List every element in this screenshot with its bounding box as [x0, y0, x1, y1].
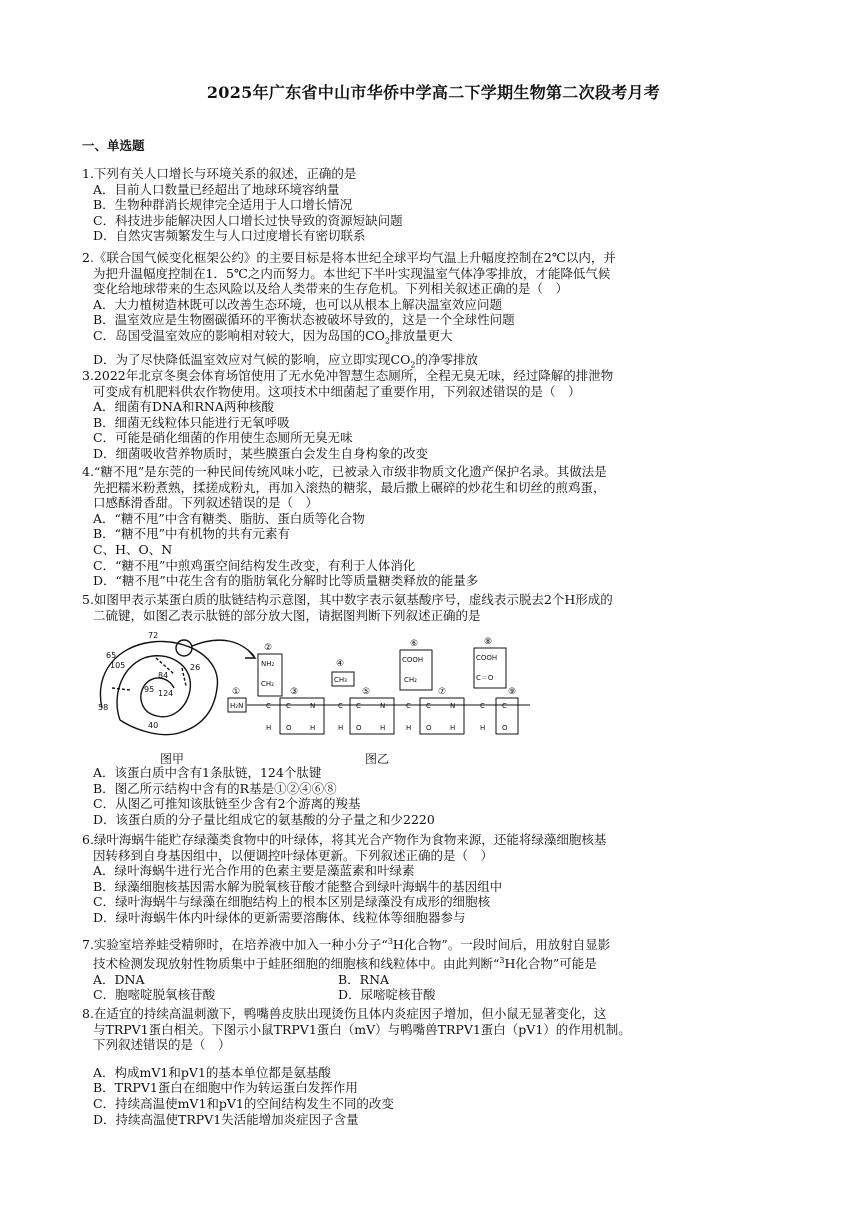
option-b: B．图乙所示结构中含有的R基是①②④⑥⑧ [93, 780, 337, 796]
r-group-label: C＝O [476, 674, 494, 682]
atom-label: C [426, 702, 431, 710]
question-stem-line: 变化给地球带来的生态风险以及给人类带来的生存危机。下列相关叙述正确的是（ ） [93, 281, 569, 297]
question-stem-line: 先把糯米粉煮熟，揉搓成粉丸，再加入滚热的糖浆，最后撒上碾碎的炒花生和切丝的煎鸡蛋， [93, 479, 606, 495]
option-a: A．构成mV1和pV1的基本单位都是氨基酸 [93, 1064, 331, 1080]
r-group-label: COOH [476, 654, 498, 662]
figure-b-caption: 图乙 [365, 752, 390, 766]
residue-number: 124 [158, 689, 174, 698]
option-b: B．绿藻细胞核基因需水解为脱氧核苷酸才能整合到绿叶海蜗牛的基因组中 [93, 878, 503, 894]
residue-number: 95 [144, 685, 155, 694]
question-5-options [82, 765, 782, 827]
option-text: C．岛国受温室效应的影响相对较大，因为岛国的CO [93, 327, 385, 343]
option-row [82, 972, 782, 988]
peptide-figure [82, 628, 642, 768]
circled-number: ④ [336, 659, 345, 669]
question-1 [82, 166, 782, 244]
option-a: A．绿叶海蜗牛进行光合作用的色素主要是藻蓝素和叶绿素 [93, 863, 415, 879]
atom-label: C [356, 702, 361, 710]
residue-number: 40 [148, 721, 159, 730]
superscript: 3 [499, 955, 505, 965]
figure-a-caption: 图甲 [160, 752, 185, 766]
circled-number: ⑤ [362, 687, 371, 697]
section-heading: 一、单选题 [82, 138, 145, 153]
atom-label: C [338, 702, 343, 710]
circled-number: ⑧ [484, 637, 493, 647]
r-group-label: CH₃ [334, 676, 347, 684]
atom-label: O [502, 724, 508, 732]
atom-label: N [380, 702, 386, 710]
atom-label: C [286, 702, 291, 710]
option-text: 排放量更大 [389, 327, 453, 343]
residue-number: 26 [190, 663, 201, 672]
question-stem-line: 下列叙述错误的是（ ） [93, 1037, 231, 1053]
atom-label: C [480, 702, 485, 710]
circled-number: ② [264, 643, 273, 653]
subscript: 2 [384, 336, 390, 346]
stem-text: H化合物”。一段时间后，用放射自显影 [392, 937, 611, 953]
option-c: C．科技进步能解决因人口增长过快导致的资源短缺问题 [93, 212, 403, 228]
option-b: B．TRPV1蛋白在细胞中作为转运蛋白发挥作用 [93, 1080, 358, 1096]
residue-number: 72 [148, 631, 159, 640]
atom-label: H [338, 724, 344, 732]
option-c: C．可能是硝化细菌的作用使生态厕所无臭无味 [93, 430, 353, 446]
circled-number: ① [232, 687, 241, 697]
question-stem-line: 因转移到自身基因组中，以便调控叶绿体更新。下列叙述正确的是（ ） [93, 847, 494, 863]
question-stem-line: 与TRPV1蛋白相关。下图示小鼠TRPV1蛋白（mV）与鸭嘴兽TRPV1蛋白（pV1）的作用机制。 [93, 1021, 631, 1037]
option-d: D．尿嘧啶核苷酸 [338, 987, 436, 1003]
option-c: C．胞嘧啶脱氧核苷酸 [93, 987, 216, 1003]
stem-text: H化合物”可能是 [504, 955, 597, 971]
option-c: C．“糖不甩”中煎鸡蛋空间结构发生改变，有利于人体消化 [93, 557, 416, 573]
option-c: C．绿叶海蜗牛与绿藻在细胞结构上的根本区别是绿藻没有成形的细胞核 [93, 894, 491, 910]
question-6 [82, 832, 782, 926]
option-c: C．从图乙可推知该肽链至少含有2个游离的羧基 [93, 796, 361, 812]
option-b: B．温室效应是生物圈碳循环的平衡状态被破坏导致的，这是一个全球性问题 [93, 312, 515, 328]
option-d: D．该蛋白质的分子量比组成它的氨基酸的分子量之和少2220 [93, 811, 435, 827]
atom-label: H [406, 724, 412, 732]
question-stem: 4.“糖不甩”是东莞的一种民间传统风味小吃，已被录入市级非物质文化遗产保护名录。其做法是 [82, 464, 607, 479]
option-a: A．“糖不甩”中含有糖类、脂肪、蛋白质等化合物 [93, 510, 365, 526]
question-stem-line: 二硫键，如图乙表示肽链的部分放大图，请据图判断下列叙述正确的是 [93, 607, 481, 623]
option-d: D．持续高温使TRPV1失活能增加炎症因子含量 [93, 1111, 359, 1127]
option-a: A．目前人口数量已经超出了地球环境容纳量 [93, 181, 340, 197]
subscript: 2 [410, 360, 416, 370]
superscript: 3 [387, 937, 393, 946]
amino-group-label: H₂N [230, 702, 244, 710]
option-a: A．大力植树造林既可以改善生态环境，也可以从根本上解决温室效应问题 [93, 296, 503, 312]
r-group-label: CH₂ [261, 680, 274, 688]
option-c [82, 328, 782, 349]
r-group-label: CH₂ [404, 676, 417, 684]
circled-number: ③ [290, 687, 299, 697]
magnified-region-circle [176, 640, 192, 656]
r-group-label: COOH [402, 656, 424, 664]
option-text: D．为了尽快降低温室效应对气候的影响，应立即实现CO [93, 352, 411, 368]
question-8 [82, 1006, 782, 1127]
atom-label: O [286, 724, 292, 732]
stem-text: 技术检测发现放射性物质集中于蛙胚细胞的细胞核和线粒体中。由此判断“ [93, 955, 500, 971]
option-a: A．该蛋白质中含有1条肽链，124个肽键 [93, 765, 322, 780]
question-stem [82, 934, 782, 953]
stem-text: 7.实验室培养蛙受精卵时，在培养液中加入一种小分子“ [82, 937, 388, 953]
question-stem: 1.下列有关人口增长与环境关系的叙述，正确的是 [82, 166, 357, 181]
question-stem: 2.《联合国气候变化框架公约》的主要目标是将本世纪全球平均气温上升幅度控制在2℃以内，并 [82, 250, 616, 265]
residue-number: 105 [110, 661, 126, 670]
atom-label: H [480, 724, 486, 732]
figure-b-circled-numbers [232, 637, 516, 697]
residue-number: 65 [106, 651, 117, 660]
disulfide-bond [112, 688, 130, 690]
question-3 [82, 368, 782, 462]
option-row [82, 987, 782, 1003]
option-b-continued: C、H、O、N [93, 541, 173, 557]
atom-label: C [266, 702, 271, 710]
question-stem: 6.绿叶海蜗牛能贮存绿藻类食物中的叶绿体，将其光合产物作为食物来源，还能将绿藻细胞核基 [82, 832, 607, 847]
question-5 [82, 592, 782, 623]
option-d: D．自然灾害频繁发生与人口过度增长有密切联系 [93, 228, 366, 244]
option-b: B．RNA [338, 971, 390, 987]
question-stem-line: 口感酥滑香甜。下列叙述错误的是（ ） [93, 495, 319, 511]
option-b: B．生物种群消长规律完全适用于人口增长情况 [93, 197, 353, 213]
option-b: B．细菌无线粒体只能进行无氧呼吸 [93, 414, 290, 430]
atom-label: O [426, 724, 432, 732]
question-7 [82, 934, 782, 1003]
circled-number: ⑦ [438, 687, 447, 697]
atom-label: H [310, 724, 316, 732]
atom-label: H [450, 724, 456, 732]
circled-number: ⑨ [508, 687, 517, 697]
atom-label: H [380, 724, 386, 732]
atom-label: N [450, 702, 456, 710]
circled-number: ⑥ [410, 639, 419, 649]
question-4 [82, 464, 782, 589]
option-d: D．细菌吸收营养物质时，某些膜蛋白会发生自身构象的改变 [93, 445, 429, 461]
question-stem-line: 为把升温幅度控制在1．5℃之内而努力。本世纪下半叶实现温室气体净零排放，才能降低气候 [93, 265, 611, 281]
page-title: 2025年广东省中山市华侨中学高二下学期生物第二次段考月考 [206, 83, 661, 102]
option-c: C．持续高温使mV1和pV1的空间结构发生不同的改变 [93, 1095, 394, 1111]
question-stem: 5.如图甲表示某蛋白质的肽链结构示意图，其中数字表示氨基酸序号，虚线表示脱去2个H形成的 [82, 592, 613, 607]
question-stem: 3.2022年北京冬奥会体育场馆使用了无水免冲智慧生态厕所，全程无臭无味，经过降解的排泄物 [82, 368, 614, 383]
question-stem-line [82, 953, 782, 972]
residue-number: 58 [98, 703, 109, 712]
option-d: D．“糖不甩”中花生含有的脂肪氧化分解时比等质量糖类释放的能量多 [93, 573, 479, 589]
question-stem: 8.在适宜的持续高温刺激下，鸭嘴兽皮肤出现烫伤且体内炎症因子增加，但小鼠无显著变化，这 [82, 1006, 607, 1021]
question-stem-line: 可变成有机肥料供农作物使用。这项技术中细菌起了重要作用，下列叙述错误的是（ ） [93, 383, 581, 399]
option-a: A．细菌有DNA和RNA两种核酸 [93, 399, 274, 415]
atom-label: O [356, 724, 362, 732]
atom-label: H [266, 724, 272, 732]
option-b: B．“糖不甩”中有机物的共有元素有 [93, 526, 290, 542]
atom-label: C [406, 702, 411, 710]
spacer [82, 1053, 782, 1065]
disulfide-bond [182, 668, 186, 686]
residue-number: 84 [158, 671, 169, 680]
atom-label: N [310, 702, 316, 710]
option-a: A．DNA [93, 971, 145, 987]
r-group-label: NH₂ [261, 660, 275, 668]
question-2 [82, 250, 782, 373]
option-text: 的净零排放 [415, 352, 478, 368]
option-d: D．绿叶海蜗牛体内叶绿体的更新需要溶酶体、线粒体等细胞器参与 [93, 909, 466, 925]
atom-label: C [502, 702, 507, 710]
